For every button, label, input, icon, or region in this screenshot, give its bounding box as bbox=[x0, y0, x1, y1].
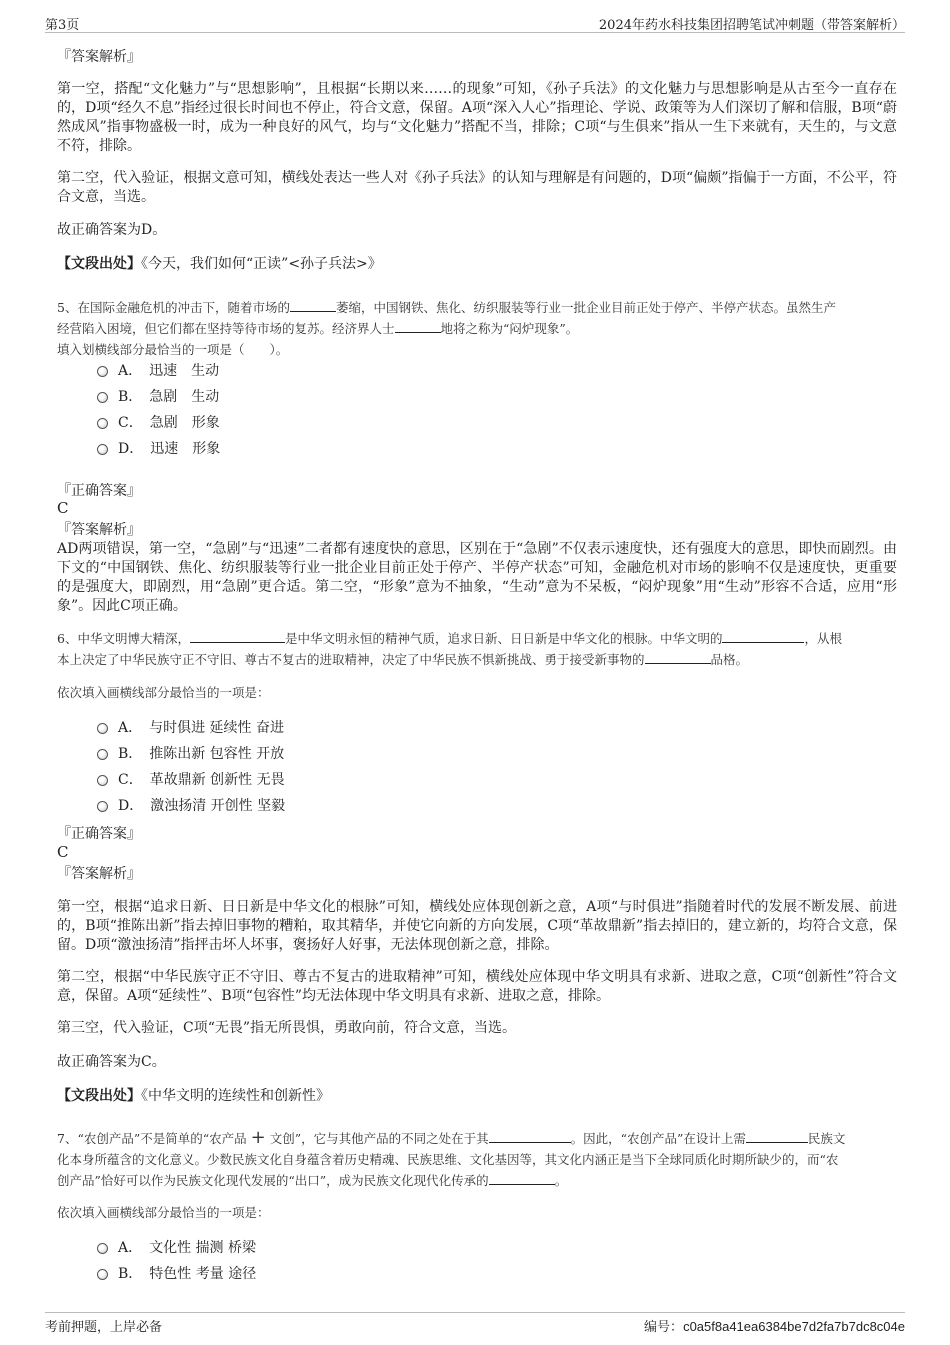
q5-stem-text: 地将之称为“闷炉现象”。 bbox=[440, 321, 579, 336]
q4-conclusion: 故正确答案为D。 bbox=[57, 222, 167, 238]
q6-analysis-para2: 第二空，根据“中华民族守正不守旧、尊古不复古的进取精神”可知，横线处应体现中华文明具有求新、进取之意，C项“创新性”符合文意，保留。A项“延续性”、B项“包容性”均无法体现中华文明具有求新、进取之意，排除。 bbox=[57, 969, 897, 1004]
q5-blank-2 bbox=[395, 320, 441, 333]
q7-stem-text: 创产品”恰好可以作为民族文化现代发展的“出口”，成为民族文化现代化传承的 bbox=[57, 1173, 489, 1188]
q7-option-a[interactable] bbox=[97, 1238, 256, 1258]
q5-stem bbox=[57, 297, 897, 360]
q5-option-b-label: B． 急剧 生动 bbox=[118, 389, 220, 405]
q4-analysis-label: 『答案解析』 bbox=[57, 49, 141, 65]
q5-option-c[interactable] bbox=[97, 413, 220, 433]
radio-icon[interactable] bbox=[97, 1243, 108, 1254]
q6-correct-label: 『正确答案』 bbox=[57, 826, 141, 842]
q7-blank-1 bbox=[489, 1130, 571, 1143]
q6-conclusion: 故正确答案为C。 bbox=[57, 1054, 166, 1070]
q6-stem-text: 是中华文明永恒的精神气质，追求日新、日日新是中华文化的根脉。中华文明的 bbox=[284, 631, 723, 646]
q5-option-c-label: C． 急剧 形象 bbox=[118, 415, 220, 431]
q5-option-d[interactable] bbox=[97, 439, 220, 459]
q6-analysis-para1: 第一空，根据“追求日新、日日新是中华文化的根脉”可知，横线处应体现创新之意，A项“与时俱进”指随着时代的发展不断发展、前进的，B项“推陈出新”指去掉旧事物的糟粕，取其精华，并使它向新的方向发展，C项“革故鼎新”指去掉旧的，建立新的，均符合文意，保留。D项“激浊扬清”指抨击坏人坏事，褒扬好人好事，无法体现创新之意，排除。 bbox=[57, 899, 897, 953]
q4-source-text: 《今天，我们如何“正读”<孙子兵法>》 bbox=[141, 256, 382, 272]
q6-blank-2 bbox=[722, 630, 804, 643]
q7-stem-text: 。 bbox=[554, 1173, 568, 1188]
q6-stem bbox=[57, 628, 897, 670]
q7-blank-3 bbox=[489, 1172, 555, 1185]
q7-blank-2 bbox=[746, 1130, 808, 1143]
q7-stem-text: 文创”，它与其他产品的不同之处在于其 bbox=[269, 1131, 489, 1146]
q6-source-label: 【文段出处】 bbox=[57, 1088, 141, 1104]
radio-icon[interactable] bbox=[97, 1269, 108, 1280]
q5-stem-text: 经营陷入困境，但它们都在坚持等待市场的复苏。经济界人士 bbox=[57, 321, 395, 336]
q7-option-b[interactable] bbox=[97, 1264, 256, 1284]
page-header bbox=[45, 12, 905, 33]
radio-icon[interactable] bbox=[97, 392, 108, 403]
q6-prompt: 依次填入画横线部分最恰当的一项是： bbox=[57, 685, 270, 700]
footer-slogan: 考前押题，上岸必备 bbox=[45, 1320, 163, 1335]
q7-stem-text: 化本身所蕴含的文化意义。少数民族文化自身蕴含着历史精魂、民族思维、文化基因等，其文化内涵正是当下全球同质化时期所缺少的，而“农 bbox=[57, 1152, 839, 1167]
q4-analysis-para2: 第二空，代入验证，根据文意可知，横线处表达一些人对《孙子兵法》的认知与理解是有问题的，D项“偏颇”指偏于一方面，不公平，符合文意，当选。 bbox=[57, 170, 897, 205]
q7-stem-text: 7、“农创产品”不是简单的“农产品 bbox=[57, 1131, 247, 1146]
document-code bbox=[644, 1316, 905, 1335]
q6-option-a-label: A． 与时俱进 延续性 奋进 bbox=[118, 720, 285, 736]
q6-option-c-label: C． 革故鼎新 创新性 无畏 bbox=[118, 772, 285, 788]
q5-correct-label: 『正确答案』 bbox=[57, 483, 141, 499]
q7-option-b-label: B． 特色性 考量 途径 bbox=[118, 1266, 257, 1282]
q6-correct-answer: C bbox=[57, 843, 69, 861]
q6-option-a[interactable] bbox=[97, 718, 284, 738]
q7-stem bbox=[57, 1127, 897, 1191]
q6-option-d[interactable] bbox=[97, 796, 285, 816]
q6-source-text: 《中华文明的连续性和创新性》 bbox=[141, 1088, 330, 1104]
radio-icon[interactable] bbox=[97, 749, 108, 760]
q7-stem-text: 。因此，“农创产品”在设计上需 bbox=[570, 1131, 746, 1146]
q6-blank-3 bbox=[645, 651, 711, 664]
q4-source-label: 【文段出处】 bbox=[57, 256, 141, 272]
q6-stem-text: 本上决定了中华民族守正不守旧、尊古不复古的进取精神，决定了中华民族不惧新挑战、勇于接受新事物的 bbox=[57, 652, 645, 667]
q6-option-d-label: D． 激浊扬清 开创性 坚毅 bbox=[118, 798, 286, 814]
q5-stem-text: 5、在国际金融危机的冲击下，随着市场的 bbox=[57, 300, 290, 315]
q6-option-c[interactable] bbox=[97, 770, 285, 790]
q5-analysis-label: 『答案解析』 bbox=[57, 522, 141, 538]
code-value: c0a5f8a41ea6384be7d2fa7b7dc8c04e bbox=[683, 1319, 905, 1334]
document-title: 2024年药水科技集团招聘笔试冲刺题（带答案解析） bbox=[598, 18, 905, 33]
radio-icon[interactable] bbox=[97, 418, 108, 429]
radio-icon[interactable] bbox=[97, 444, 108, 455]
q6-stem-text: 6、中华文明博大精深， bbox=[57, 631, 190, 646]
plus-sign: + bbox=[250, 1127, 266, 1148]
q7-option-a-label: A． 文化性 揣测 桥梁 bbox=[118, 1240, 257, 1256]
q6-stem-text: ，从根 bbox=[804, 631, 842, 646]
q5-option-a-label: A． 迅速 生动 bbox=[118, 363, 220, 379]
page-footer bbox=[45, 1312, 905, 1337]
q7-prompt: 依次填入画横线部分最恰当的一项是： bbox=[57, 1205, 270, 1220]
q4-source bbox=[57, 255, 897, 274]
q6-option-b-label: B． 推陈出新 包容性 开放 bbox=[118, 746, 285, 762]
q6-blank-1 bbox=[190, 630, 285, 643]
q5-stem-text: 萎缩，中国钢铁、焦化、纺织服装等行业一批企业目前正处于停产、半停产状态。虽然生产 bbox=[335, 300, 836, 315]
q5-correct-answer: C bbox=[57, 499, 69, 517]
q6-source bbox=[57, 1087, 897, 1106]
radio-icon[interactable] bbox=[97, 723, 108, 734]
q6-option-b[interactable] bbox=[97, 744, 284, 764]
q5-option-a[interactable] bbox=[97, 361, 219, 381]
radio-icon[interactable] bbox=[97, 775, 108, 786]
code-label: 编号： bbox=[644, 1320, 684, 1335]
q4-analysis-para1: 第一空，搭配“文化魅力”与“思想影响”，且根据“长期以来……的现象”可知，《孙子兵法》的文化魅力与思想影响是从古至今一直存在的，D项“经久不息”指经过很长时间也不停止，符合文意，保留。A项“深入人心”指理论、学说、政策等为人们深切了解和信服，B项“蔚然成风”指事物盛极一时，成为一种良好的风气，均与“文化魅力”搭配不当，排除；C项“与生俱来”指从一生下来就有，天生的，与文意不符，排除。 bbox=[57, 81, 897, 154]
q6-analysis-para3: 第三空，代入验证，C项“无畏”指无所畏惧，勇敢向前，符合文意，当选。 bbox=[57, 1020, 517, 1036]
q7-stem-text: 民族文 bbox=[807, 1131, 846, 1146]
q5-blank-1 bbox=[290, 299, 336, 312]
q5-analysis: AD两项错误，第一空，“急剧”与“迅速”二者都有速度快的意思，区别在于“急剧”不仅表示速度快，还有强度大的意思，即快而剧烈。由下文的“中国钢铁、焦化、纺织服装等行业一批企业目前正处于停产、半停产状态”可知，金融危机对市场的影响不仅是速度快，更重要的是强度大，即剧烈，用“急剧”更合适。第二空，“形象”意为不抽象，“生动”意为不呆板，“闷炉现象”用“生动”形容不合适，应用“形象”。因此C项正确。 bbox=[57, 541, 897, 614]
page-number: 第3页 bbox=[45, 18, 80, 33]
radio-icon[interactable] bbox=[97, 801, 108, 812]
radio-icon[interactable] bbox=[97, 366, 108, 377]
q6-analysis-label: 『答案解析』 bbox=[57, 866, 141, 882]
q5-option-b[interactable] bbox=[97, 387, 219, 407]
q5-prompt: 填入划横线部分最恰当的一项是（ ）。 bbox=[57, 342, 289, 357]
q5-option-d-label: D． 迅速 形象 bbox=[118, 441, 221, 457]
q6-stem-text: 品格。 bbox=[710, 652, 749, 667]
